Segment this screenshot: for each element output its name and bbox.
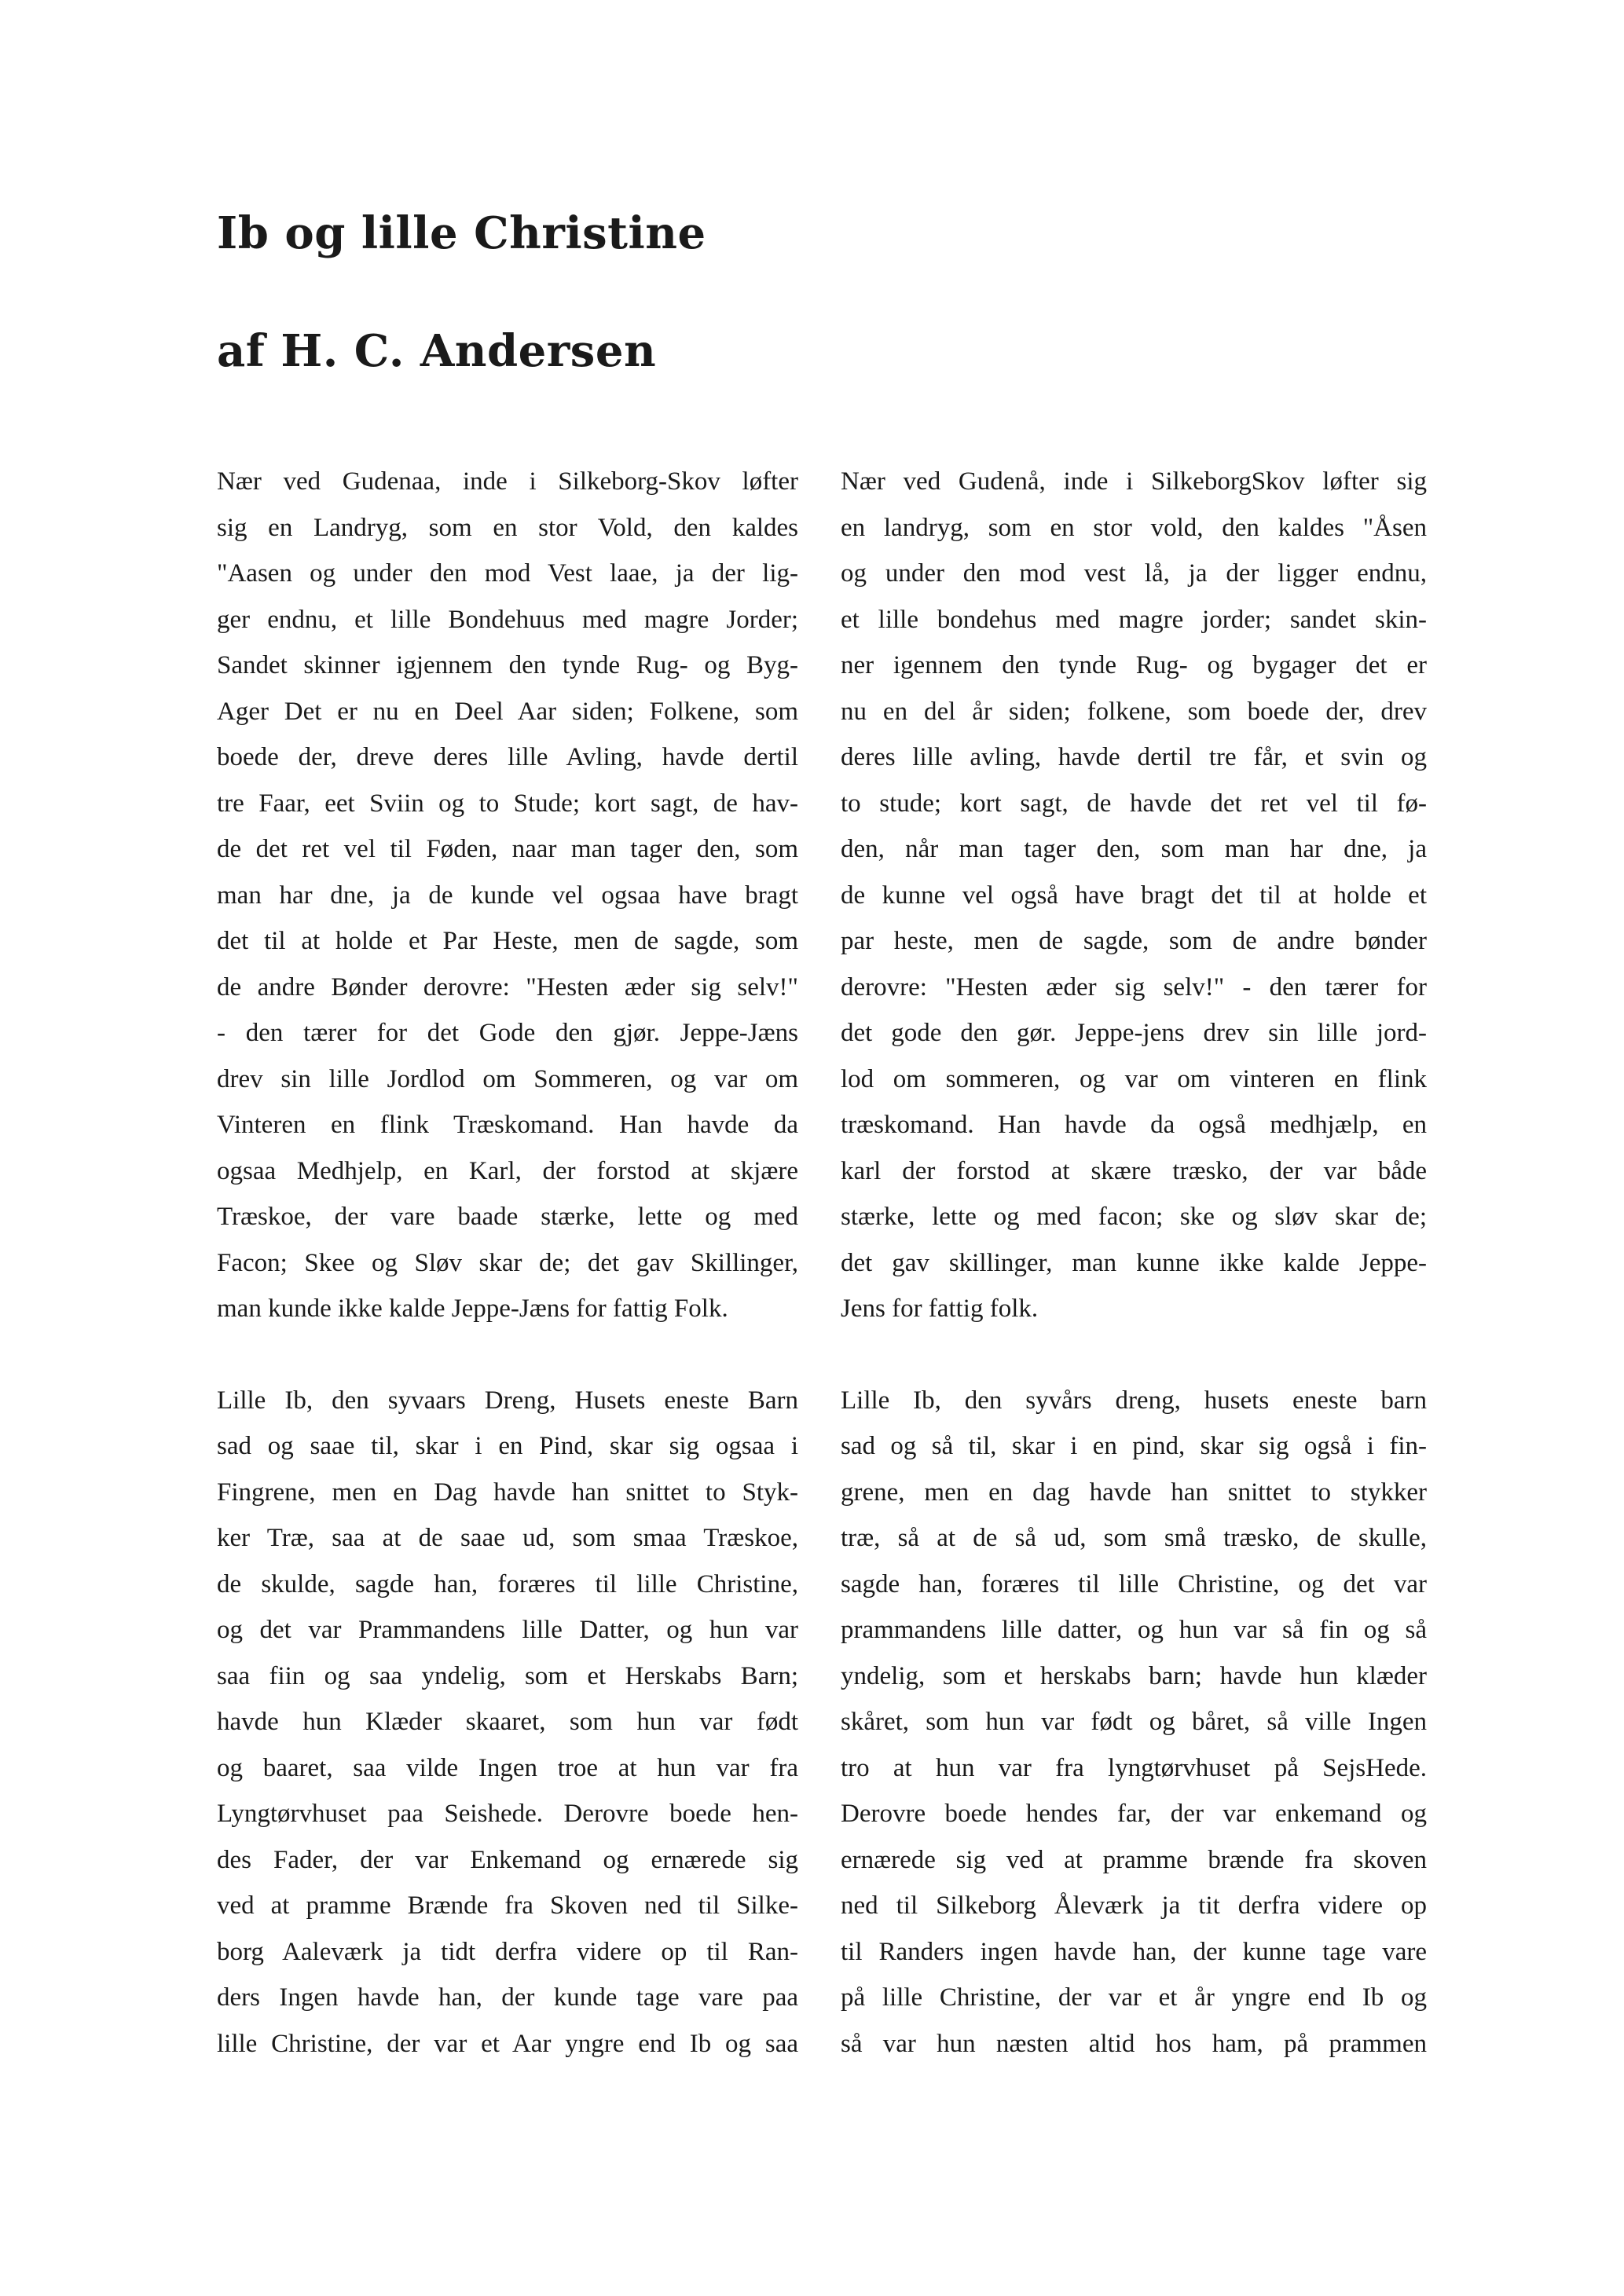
text-line: sad og så til, skar i en pind, skar sig også i fin- (841, 1432, 1427, 1460)
text-line: to stude; kort sagt, de havde det ret vel til fø- (841, 789, 1427, 818)
text-line: Nær ved Gudenaa, inde i Silkeborg-Skov løfter (217, 467, 798, 496)
text-line: - den tærer for det Gode den gjør. Jeppe-Jæns (217, 1019, 798, 1047)
text-line: derovre: "Hesten æder sig selv!" - den tærer for (841, 972, 1427, 1002)
text-line: man har dne, ja de kunde vel ogsaa have bragt (217, 881, 798, 910)
text-line: ger endnu, et lille Bondehuus med magre Jorder; (217, 605, 798, 634)
text-line: den, når man tager den, som man har dne, ja (841, 835, 1427, 863)
text-line: deres lille avling, havde dertil tre får, et svin og (841, 743, 1427, 771)
text-line: Ager Det er nu en Deel Aar siden; Folkene, som (217, 697, 798, 726)
right-column (841, 459, 1427, 2067)
text-line: sig en Landryg, som en stor Vold, den kaldes (217, 513, 798, 542)
text-line: og baaret, saa vilde Ingen troe at hun var fra (217, 1753, 798, 1782)
text-line: ogsaa Medhjelp, en Karl, der forstod at skjære (217, 1156, 798, 1185)
text-line: de det ret vel til Føden, naar man tager den, som (217, 835, 798, 863)
text-line: nu en del år siden; folkene, som boede der, drev (841, 697, 1427, 726)
left-column (217, 459, 798, 2067)
text-line: drev sin lille Jordlod om Sommeren, og var om (217, 1064, 798, 1093)
text-line: de kunne vel også have bragt det til at holde et (841, 881, 1427, 910)
text-line: "Aasen og under den mod Vest laae, ja der lig- (217, 559, 798, 588)
text-line: Facon; Skee og Sløv skar de; det gav Skillinger, (217, 1248, 798, 1277)
text-line: sagde han, foræres til lille Christine, og det var (841, 1569, 1427, 1598)
text-line: Vinteren en flink Træskomand. Han havde da (217, 1111, 798, 1139)
left-paragraph-2 (217, 1378, 798, 2067)
document-author: af H. C. Andersen (217, 325, 657, 377)
text-line: træ, så at de så ud, som små træsko, de skulle, (841, 1524, 1427, 1552)
text-line: på lille Christine, der var et år yngre end Ib og (841, 1983, 1427, 2012)
text-line: et lille bondehus med magre jorder; sandet skin- (841, 605, 1427, 634)
text-line: ders Ingen havde han, der kunde tage vare paa (217, 1983, 798, 2012)
text-line: skåret, som hun var født og båret, så ville Ingen (841, 1708, 1427, 1736)
right-paragraph-1 (841, 459, 1427, 1332)
text-line: yndelig, som et herskabs barn; havde hun klæder (841, 1661, 1427, 1690)
text-line: karl der forstod at skære træsko, der var både (841, 1156, 1427, 1185)
text-line: Fingrene, men en Dag havde han snittet to Styk- (217, 1478, 798, 1507)
text-line: Træskoe, der vare baade stærke, lette og med (217, 1203, 798, 1231)
text-line: havde hun Klæder skaaret, som hun var født (217, 1708, 798, 1736)
text-line: ernærede sig ved at pramme brænde fra skoven (841, 1845, 1427, 1874)
text-line: Nær ved Gudenå, inde i SilkeborgSkov løfter sig (841, 467, 1427, 496)
text-line: ker Træ, saa at de saae ud, som smaa Træskoe, (217, 1524, 798, 1552)
text-line: tro at hun var fra lyngtørvhuset på SejsHede. (841, 1753, 1427, 1782)
text-line: det gode den gør. Jeppe-jens drev sin lille jord- (841, 1019, 1427, 1047)
text-line: ned til Silkeborg Åleværk ja tit derfra videre op (841, 1891, 1427, 1920)
text-line: boede der, dreve deres lille Avling, havde dertil (217, 743, 798, 771)
text-line: ved at pramme Brænde fra Skoven ned til Silke- (217, 1891, 798, 1920)
text-line: grene, men en dag havde han snittet to stykker (841, 1478, 1427, 1507)
text-line: Sandet skinner igjennem den tynde Rug- og Byg- (217, 651, 798, 679)
text-line: lod om sommeren, og var om vinteren en flink (841, 1064, 1427, 1093)
document-title: Ib og lille Christine (217, 207, 706, 259)
text-line: borg Aaleværk ja tidt derfra videre op til Ran- (217, 1937, 798, 1966)
text-line: og det var Prammandens lille Datter, og hun var (217, 1616, 798, 1644)
text-line: Jens for fattig folk. (841, 1294, 1039, 1323)
left-paragraph-1 (217, 459, 798, 1332)
text-line: stærke, lette og med facon; ske og sløv skar de; (841, 1203, 1427, 1231)
text-line: det gav skillinger, man kunne ikke kalde Jeppe- (841, 1248, 1427, 1277)
text-line: de andre Bønder derovre: "Hesten æder sig selv!" (217, 972, 798, 1002)
text-line: ner igennem den tynde Rug- og bygager det er (841, 651, 1427, 679)
text-line: prammandens lille datter, og hun var så fin og så (841, 1616, 1427, 1644)
text-line: så var hun næsten altid hos ham, på prammen (841, 2029, 1427, 2058)
text-line: tre Faar, eet Sviin og to Stude; kort sagt, de hav- (217, 789, 798, 818)
text-line: Lyngtørvhuset paa Seishede. Derovre boede hen- (217, 1800, 798, 1828)
text-line: lille Christine, der var et Aar yngre end Ib og saa (217, 2029, 798, 2058)
text-line: sad og saae til, skar i en Pind, skar sig ogsaa i (217, 1432, 798, 1460)
text-line: Lille Ib, den syvårs dreng, husets eneste barn (841, 1386, 1427, 1415)
text-line: til Randers ingen havde han, der kunne tage vare (841, 1937, 1427, 1966)
text-line: par heste, men de sagde, som de andre bønder (841, 927, 1427, 955)
text-line: Lille Ib, den syvaars Dreng, Husets eneste Barn (217, 1386, 798, 1415)
text-line: træskomand. Han havde da også medhjælp, en (841, 1111, 1427, 1139)
text-line: en landryg, som en stor vold, den kaldes "Åsen (841, 513, 1427, 542)
text-line: saa fiin og saa yndelig, som et Herskabs Barn; (217, 1661, 798, 1690)
right-paragraph-2 (841, 1378, 1427, 2067)
text-line: Derovre boede hendes far, der var enkemand og (841, 1800, 1427, 1828)
text-line: det til at holde et Par Heste, men de sagde, som (217, 927, 798, 955)
text-line: de skulde, sagde han, foræres til lille Christine, (217, 1569, 798, 1598)
text-line: des Fader, der var Enkemand og ernærede sig (217, 1845, 798, 1874)
text-line: og under den mod vest lå, ja der ligger endnu, (841, 559, 1427, 588)
text-line: man kunde ikke kalde Jeppe-Jæns for fattig Folk. (217, 1294, 728, 1323)
